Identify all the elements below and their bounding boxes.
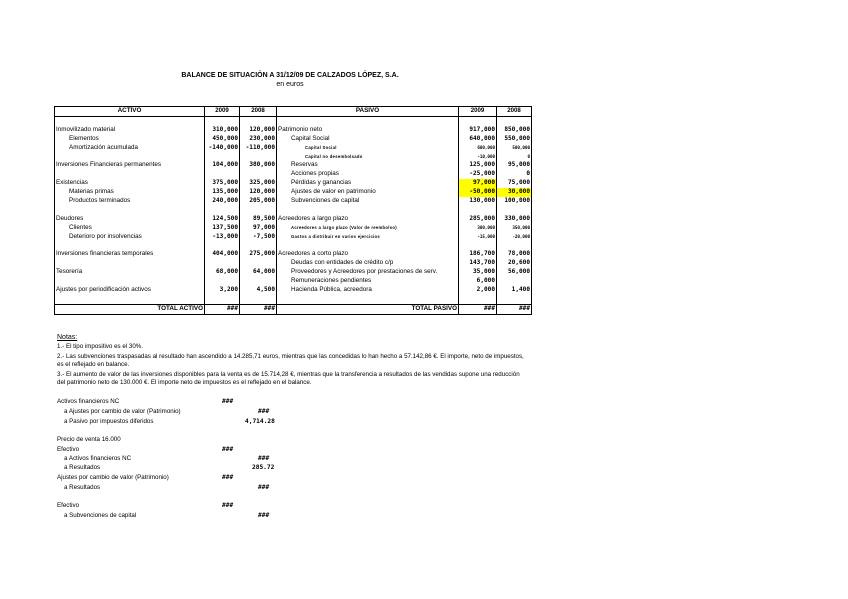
table-row bbox=[55, 242, 532, 251]
cell-pasivo-label bbox=[277, 242, 459, 251]
cell-activo-label: Inmovilizado material bbox=[55, 126, 205, 135]
cell-pasivo-2008: 850,000 bbox=[497, 126, 532, 135]
cell-pasivo-label: Deudas con entidades de crédito c/p bbox=[277, 259, 459, 268]
cell-activo-2008 bbox=[240, 206, 277, 215]
cell-pasivo-2009 bbox=[459, 242, 497, 251]
cell-pasivo-2009: 143,700 bbox=[459, 259, 497, 268]
cell-activo-2009 bbox=[205, 242, 240, 251]
table-row bbox=[55, 206, 532, 215]
note-1: 1.- El tipo impositivo es el 30%. bbox=[57, 342, 143, 350]
table-row bbox=[55, 197, 532, 206]
cell-pasivo-2008: -20,000 bbox=[497, 233, 532, 242]
cell-activo-2008: 89,500 bbox=[240, 215, 277, 224]
cell-pasivo-2009: -25,000 bbox=[459, 170, 497, 179]
cell-activo-2009 bbox=[205, 295, 240, 304]
cell-activo-2008: 275,000 bbox=[240, 250, 277, 259]
cell-pasivo-2008: 500,000 bbox=[497, 144, 532, 153]
cell-activo-2009 bbox=[205, 153, 240, 162]
cell-pasivo-2008: 56,000 bbox=[497, 268, 532, 277]
cell-activo-label: Inversiones financieras temporales bbox=[55, 250, 205, 259]
table-row bbox=[55, 250, 532, 259]
cell-activo-label bbox=[55, 206, 205, 215]
cell-activo-label: Existencias bbox=[55, 179, 205, 188]
cell-pasivo-label: Remuneraciones pendientes bbox=[277, 277, 459, 286]
cell-pasivo-2009: 35,000 bbox=[459, 268, 497, 277]
cell-activo-2008: -110,000 bbox=[240, 144, 277, 153]
cell-activo-2008 bbox=[240, 295, 277, 304]
cell-activo-2009: 137,500 bbox=[205, 224, 240, 233]
header-2008-pasivo: 2008 bbox=[497, 107, 532, 117]
cell-pasivo-label: Acciones propias bbox=[277, 170, 459, 179]
cell-pasivo-2008: 0 bbox=[497, 170, 532, 179]
cell-pasivo-label: Subvenciones de capital bbox=[277, 197, 459, 206]
cell-pasivo-2009: 125,000 bbox=[459, 161, 497, 170]
cell-pasivo-2008: 20,600 bbox=[497, 259, 532, 268]
cell-pasivo-2009: -50,000 bbox=[459, 188, 497, 197]
cell-pasivo-2008 bbox=[497, 242, 532, 251]
total-pasivo-2008: ### bbox=[497, 304, 532, 314]
journal-2-line-0: Precio de venta 16.000 bbox=[57, 436, 121, 443]
cell-pasivo-label bbox=[277, 206, 459, 215]
header-pasivo: PASIVO bbox=[277, 107, 459, 117]
journal-2-line-3: a Resultados bbox=[64, 464, 101, 471]
journal-2-value-1: ### bbox=[222, 446, 234, 453]
cell-activo-2008: -7,500 bbox=[240, 233, 277, 242]
cell-pasivo-2009: 300,000 bbox=[459, 224, 497, 233]
document-title: BALANCE DE SITUACIÓN A 31/12/09 DE CALZADOS LÓPEZ, S.A. bbox=[181, 72, 399, 79]
journal-2-value-5: ### bbox=[258, 484, 270, 491]
cell-pasivo-label: Pérdidas y ganancias bbox=[277, 179, 459, 188]
cell-pasivo-2008: 350,000 bbox=[497, 224, 532, 233]
cell-activo-label: Tesorería bbox=[55, 268, 205, 277]
journal-3-line-2: a Subvenciones de capital bbox=[64, 512, 137, 519]
cell-pasivo-2009: 186,700 bbox=[459, 250, 497, 259]
journal-2-line-4: Ajustes por cambio de valor (Patrimonio) bbox=[57, 474, 169, 481]
table-row bbox=[55, 233, 532, 242]
cell-pasivo-2009 bbox=[459, 116, 497, 125]
journal-2-line-2: a Activos financieros NC bbox=[64, 455, 132, 462]
cell-activo-2008 bbox=[240, 277, 277, 286]
cell-pasivo-2009: -10,000 bbox=[459, 153, 497, 162]
journal-3-line-1: Efectivo bbox=[57, 502, 80, 509]
cell-activo-2009 bbox=[205, 116, 240, 125]
cell-activo-2008: 4,500 bbox=[240, 286, 277, 295]
header-2009-pasivo: 2009 bbox=[459, 107, 497, 117]
cell-pasivo-2009: 917,000 bbox=[459, 126, 497, 135]
note-2: 2.- Las subvenciones traspasadas al resultado han ascendido a 14.285,71 euros, mientras que las concedidas lo han hecho a 57.142,86 €. El importe, neto de impuestos, es el reflejado en balance. bbox=[57, 353, 524, 368]
cell-activo-2009: 68,000 bbox=[205, 268, 240, 277]
table-row bbox=[55, 188, 532, 197]
cell-pasivo-2008: 75,000 bbox=[497, 179, 532, 188]
header-2009-activo: 2009 bbox=[205, 107, 240, 117]
table-row bbox=[55, 153, 532, 162]
total-activo-2009: ### bbox=[205, 304, 240, 314]
cell-pasivo-2009: 130,000 bbox=[459, 197, 497, 206]
cell-activo-2009: 450,000 bbox=[205, 135, 240, 144]
cell-activo-label: Deudores bbox=[55, 215, 205, 224]
cell-pasivo-2009: 640,000 bbox=[459, 135, 497, 144]
cell-pasivo-2009 bbox=[459, 206, 497, 215]
total-activo-label: TOTAL ACTIVO bbox=[55, 304, 205, 314]
total-pasivo-2009: ### bbox=[459, 304, 497, 314]
table-row bbox=[55, 144, 532, 153]
cell-pasivo-2009: 285,000 bbox=[459, 215, 497, 224]
cell-activo-label bbox=[55, 277, 205, 286]
journal-1-line-3: a Pasivo por impuestos diferidos bbox=[64, 418, 154, 425]
notes-heading: Notas: bbox=[57, 334, 78, 341]
cell-pasivo-2008: 330,000 bbox=[497, 215, 532, 224]
cell-pasivo-2009: 2,000 bbox=[459, 286, 497, 295]
cell-pasivo-2008: 100,000 bbox=[497, 197, 532, 206]
cell-activo-2009: 135,000 bbox=[205, 188, 240, 197]
journal-1-value-1: ### bbox=[222, 398, 234, 405]
cell-activo-2009 bbox=[205, 170, 240, 179]
cell-activo-label bbox=[55, 116, 205, 125]
table-row bbox=[55, 224, 532, 233]
cell-activo-label bbox=[55, 295, 205, 304]
journal-1-value-2: ### bbox=[258, 408, 270, 415]
cell-pasivo-label: Patrimonio neto bbox=[277, 126, 459, 135]
table-row bbox=[55, 179, 532, 188]
cell-activo-label: Amortización acumulada bbox=[55, 144, 205, 153]
cell-pasivo-label: Acreedores a corto plazo bbox=[277, 250, 459, 259]
cell-activo-2008: 230,000 bbox=[240, 135, 277, 144]
table-row bbox=[55, 277, 532, 286]
total-activo-2008: ### bbox=[240, 304, 277, 314]
header-activo: ACTIVO bbox=[55, 107, 205, 117]
cell-activo-2009: 310,000 bbox=[205, 126, 240, 135]
journal-1-line-2: a Ajustes por cambio de valor (Patrimonio) bbox=[64, 408, 181, 415]
journal-3-value-1: ### bbox=[222, 502, 234, 509]
cell-activo-label bbox=[55, 242, 205, 251]
cell-activo-2008: 97,000 bbox=[240, 224, 277, 233]
cell-activo-2009 bbox=[205, 206, 240, 215]
cell-pasivo-label: Capital Social bbox=[277, 135, 459, 144]
cell-pasivo-2009: -15,000 bbox=[459, 233, 497, 242]
cell-pasivo-2008: 78,000 bbox=[497, 250, 532, 259]
cell-activo-2008: 120,000 bbox=[240, 188, 277, 197]
cell-pasivo-label: Acreedores a largo plazo bbox=[277, 215, 459, 224]
notes-section bbox=[57, 334, 527, 387]
cell-activo-2009: -13,000 bbox=[205, 233, 240, 242]
cell-activo-label: Deterioro por insolvencias bbox=[55, 233, 205, 242]
cell-activo-2009: 240,000 bbox=[205, 197, 240, 206]
table-row bbox=[55, 135, 532, 144]
cell-activo-2008 bbox=[240, 242, 277, 251]
cell-pasivo-2008: 0 bbox=[497, 153, 532, 162]
journal-2-value-3: 285.72 bbox=[252, 464, 275, 471]
cell-pasivo-2009: 6,000 bbox=[459, 277, 497, 286]
cell-pasivo-label: Capital no desembolsado bbox=[277, 153, 459, 162]
journal-1-value-3: 4,714.28 bbox=[245, 418, 275, 425]
totals-row bbox=[55, 304, 532, 314]
journal-2-line-5: a Resultados bbox=[64, 484, 101, 491]
journal-2-line-1: Efectivo bbox=[57, 446, 80, 453]
cell-pasivo-label bbox=[277, 295, 459, 304]
document-subtitle: en euros bbox=[276, 81, 304, 88]
cell-activo-2008 bbox=[240, 116, 277, 125]
cell-pasivo-label: Capital Social bbox=[277, 144, 459, 153]
cell-pasivo-2008 bbox=[497, 277, 532, 286]
table-row bbox=[55, 126, 532, 135]
cell-activo-2008: 325,000 bbox=[240, 179, 277, 188]
cell-activo-label: Elementos bbox=[55, 135, 205, 144]
cell-pasivo-label: Reservas bbox=[277, 161, 459, 170]
table-row bbox=[55, 215, 532, 224]
header-2008-activo: 2008 bbox=[240, 107, 277, 117]
cell-activo-label: Productos terminados bbox=[55, 197, 205, 206]
cell-pasivo-label: Acreedores a largo plazo (Valor de reembolso) bbox=[277, 224, 459, 233]
cell-pasivo-label: Hacienda Pública, acreedora bbox=[277, 286, 459, 295]
cell-activo-label bbox=[55, 170, 205, 179]
cell-pasivo-2008: 95,000 bbox=[497, 161, 532, 170]
cell-pasivo-2008: 550,000 bbox=[497, 135, 532, 144]
cell-activo-2008 bbox=[240, 259, 277, 268]
journal-3-value-2: ### bbox=[258, 512, 270, 519]
table-row bbox=[55, 170, 532, 179]
cell-activo-2009: 404,000 bbox=[205, 250, 240, 259]
table-row bbox=[55, 116, 532, 125]
cell-pasivo-label: Proveedores y Acreedores por prestaciones de serv. bbox=[277, 268, 459, 277]
cell-activo-2009 bbox=[205, 277, 240, 286]
cell-activo-2008 bbox=[240, 153, 277, 162]
cell-pasivo-2008: 30,000 bbox=[497, 188, 532, 197]
cell-activo-2009: 124,500 bbox=[205, 215, 240, 224]
cell-pasivo-2009 bbox=[459, 295, 497, 304]
table-row bbox=[55, 286, 532, 295]
cell-pasivo-2009: 97,000 bbox=[459, 179, 497, 188]
table-row bbox=[55, 161, 532, 170]
cell-activo-label: Clientes bbox=[55, 224, 205, 233]
journal-2-value-2: ### bbox=[258, 455, 270, 462]
table-row bbox=[55, 295, 532, 304]
note-3: 3.- El aumento de valor de las inversiones disponibles para la venta es de 15.714,28 €, mientras que la transferencia a resultados de las vendidas supone una reducción del patrimonio neto de 130.000 €. El importe neto de impuestos es el reflejado en el balance. bbox=[57, 371, 520, 386]
journal-2-value-4: ### bbox=[222, 474, 234, 481]
table-row bbox=[55, 268, 532, 277]
cell-activo-label: Ajustes por periodificación activos bbox=[55, 286, 205, 295]
cell-pasivo-label: Ajustes de valor en patrimonio bbox=[277, 188, 459, 197]
cell-activo-2008 bbox=[240, 170, 277, 179]
cell-activo-2008: 380,000 bbox=[240, 161, 277, 170]
cell-activo-2009 bbox=[205, 259, 240, 268]
table-header-row bbox=[55, 107, 532, 117]
cell-activo-label: Inversiones Financieras permanentes bbox=[55, 161, 205, 170]
cell-pasivo-2008: 1,400 bbox=[497, 286, 532, 295]
balance-sheet-table bbox=[54, 106, 532, 315]
cell-pasivo-2008 bbox=[497, 206, 532, 215]
cell-activo-2009: -140,000 bbox=[205, 144, 240, 153]
cell-pasivo-2009: 600,000 bbox=[459, 144, 497, 153]
cell-activo-2008: 120,000 bbox=[240, 126, 277, 135]
cell-pasivo-label: Gastos a distribuir en varios ejercicios bbox=[277, 233, 459, 242]
table-row bbox=[55, 259, 532, 268]
journal-1-line-1: Activos financieros NC bbox=[57, 398, 120, 405]
cell-activo-2009: 375,000 bbox=[205, 179, 240, 188]
cell-pasivo-2008 bbox=[497, 116, 532, 125]
cell-activo-2008: 205,000 bbox=[240, 197, 277, 206]
cell-pasivo-2008 bbox=[497, 295, 532, 304]
cell-activo-label bbox=[55, 259, 205, 268]
cell-activo-label: Materias primas bbox=[55, 188, 205, 197]
cell-activo-2009: 3,200 bbox=[205, 286, 240, 295]
total-pasivo-label: TOTAL PASIVO bbox=[277, 304, 459, 314]
cell-pasivo-label bbox=[277, 116, 459, 125]
cell-activo-2008: 64,000 bbox=[240, 268, 277, 277]
cell-activo-label bbox=[55, 153, 205, 162]
cell-activo-2009: 104,000 bbox=[205, 161, 240, 170]
